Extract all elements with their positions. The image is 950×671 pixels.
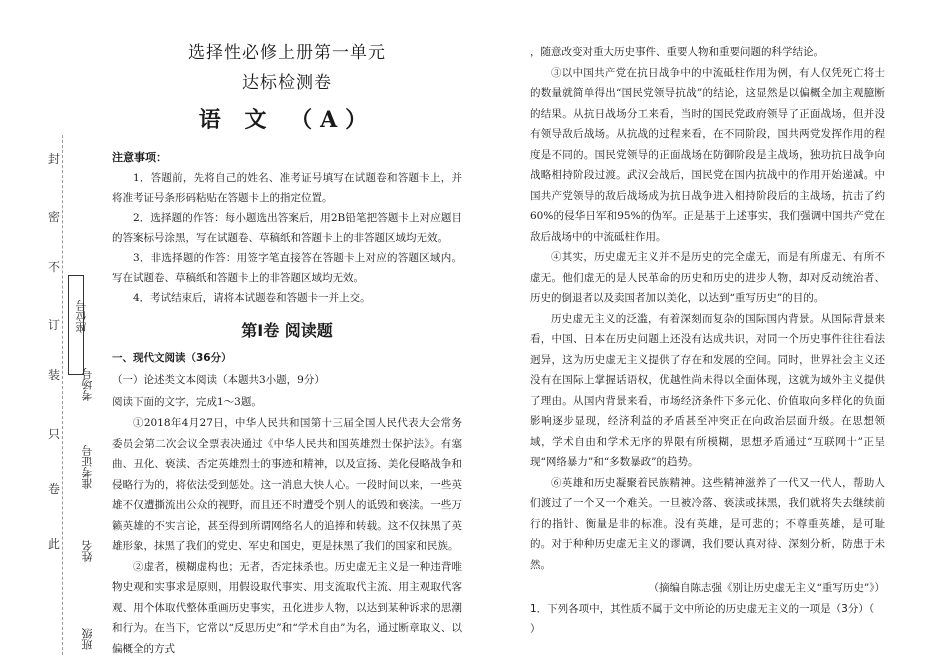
paper-title-line2: 达标检测卷 <box>242 73 332 93</box>
seat-number-label: 座位号 <box>75 300 88 333</box>
binding-char: 只 <box>48 427 61 441</box>
notice-item: 1．答题前，先将自己的姓名、准考证号填写在试题卷和答题卡上，并将准考证号条形码粘贴在答题卡上的指定位置。 <box>112 172 462 204</box>
notice-item: 4．考试结束后，请将本试题卷和答题卡一并上交。 <box>133 292 371 304</box>
exam-room-label: 考场号 <box>81 368 94 401</box>
article-paragraph: 历史虚无主义的泛滥，有着深刻而复杂的国际国内背景。从国际背景来看，中国、日本在历史问题上还没有达成共识，对同一个历史事件往往看法迥异，这为历史虚无主义提供了存在和发展的空间。同时，世界社会主义还没有在国际上掌握话语权，优越性尚未得以全面体现，这就为域外主义提供了理由。从国内背景来看，市场经济条件下多元化、价值取向多样化的负面影响逐步显现，经济利益的矛盾甚至冲突正在向政治层面升级。在思想领域，学术自由和学术无序的界限有所模糊，思想矛盾通过“互联网十”正呈现“网络暴力”和“多数暴政”的趋势。 <box>530 312 885 468</box>
article-paragraph: ②虚者，模糊虚构也；无者，否定抹杀也。历史虚无主义是一种违背唯物史观和实事求是原则，用假设取代事实、用支流取代主流、用主观取代客观、用个体取代整体重画历史事实，丑化进步人物，以达到某种诉求的思潮和行为。在当下，它常以“反思历史”和“学术自由”为名，通过断章取义、以偏概全的方式 <box>112 560 462 655</box>
subpart-heading: （一）论述类文本阅读（本题共3小题，9分） <box>112 374 325 386</box>
binding-margin <box>0 0 112 671</box>
notice-block <box>112 148 462 308</box>
notice-item: 2．选择题的作答：每小题选出答案后，用2B铅笔把答题卡上对应题目的答案标号涂黑，写在试题卷、草稿纸和答题卡上的非答题区域均无效。 <box>112 212 462 244</box>
binding-char: 订 <box>48 318 61 332</box>
class-label: 班级 <box>81 628 94 650</box>
binding-char: 此 <box>48 537 61 551</box>
ticket-number-label: 准考证号 <box>81 445 94 489</box>
binding-char: 不 <box>48 260 61 274</box>
seal-dashed-line <box>62 135 63 655</box>
left-column <box>112 38 462 659</box>
question-1-tail: ） <box>530 623 541 635</box>
binding-char: 封 <box>48 152 61 166</box>
article-paragraph: ④其实，历史虚无主义并不是历史的完全虚无，而是有所虚无、有所不虚无。他们虚无的是人民革命的历史和历史的进步人物，却对反动统治者、历史的倒退者以及卖国者加以美化，以达到“重写历史”的目的。 <box>530 251 885 304</box>
binding-char: 卷 <box>48 482 61 496</box>
article-paragraph: ，随意改变对重大历史事件、重要人物和重要问题的科学结论。 <box>530 46 824 58</box>
paper-title-line1: 选择性必修上册第一单元 <box>188 43 386 63</box>
article-source: （摘编自陈志强《别让历史虚无主义“重写历史”》） <box>648 582 885 594</box>
section-title: 第Ⅰ卷 阅读题 <box>241 321 333 340</box>
binding-char: 密 <box>48 210 61 224</box>
article-paragraph: ⑥英雄和历史凝聚着民族精神。这些精神滋养了一代又一代人，帮助人们渡过了一个又一个难关。一旦被冷落、亵渎或抹黑，我们就将失去继续前行的指针、衡量是非的标准。没有英雄，是可悲的；不尊重英雄，是可耻的。对于种种历史虚无主义的谬调，我们要认真对待、深刻分析，防患于未然。 <box>530 476 885 571</box>
name-label: 姓名 <box>81 540 94 562</box>
notice-heading: 注意事项： <box>112 151 167 164</box>
reading-instruction: 阅读下面的文字，完成1～3题。 <box>112 396 262 408</box>
part-heading: 一、现代文阅读（36分） <box>112 352 232 364</box>
binding-char: 装 <box>48 368 61 382</box>
article-paragraph: ③以中国共产党在抗日战争中的中流砥柱作用为例，有人仅凭死亡将士的数量就简单得出“国民党领导抗战”的结论，这显然是以偏概全加主观臆断的结果。从抗日战场分工来看，当时的国民党政府领导了正面战场，但并没有领导敌后战场。从抗战的过程来看，在不同阶段，国共两党发挥作用的程度是不同的。国民党领导的正面战场在防御阶段是主战场，独功抗日战争向战略相持阶段过渡。武汉会战后，国民党在国内抗战中的作用开始递减。中国共产党领导的敌后战场成为抗日战争进入相持阶段后的主战场，抗击了约60%的侵华日军和95%的伪军。正是基于上述事实，我们强调中国共产党在敌后战场中的中流砥柱作用。 <box>530 66 885 243</box>
notice-item: 3．非选择题的作答：用签字笔直接答在答题卡上对应的答题区域内。写在试题卷、草稿纸和答题卡上的非答题区域均无效。 <box>112 252 462 284</box>
article-paragraph: ①2018年4月27日，中华人民共和国第十三届全国人民代表大会常务委员会第二次会议全票表决通过《中华人民共和国英雄烈士保护法》。有塞曲、丑化、亵渎、否定英雄烈士的事迹和精神，以及宣扬、美化侵略战争和侵略行为的，将依法受到惩处。这一消息大快人心。一段时间以来，一些英雄不仅遭撕流出公众的视野，而且还不时遭受个别人的诋毁和亵渎。一些万籁英雄的不实言论，甚至得到所谓网络名人的追捧和转载。这不仅抹黑了英雄形象，抹黑了我们的党史、军史和国史，更是抹黑了我们的国家和民族。 <box>112 417 462 552</box>
question-1: 1．下列各项中，其性质不属于文中所论的历史虚无主义的一项是（3分）（ <box>530 603 875 615</box>
right-column <box>530 42 885 639</box>
subject-title: 语 文 （A） <box>198 107 376 133</box>
